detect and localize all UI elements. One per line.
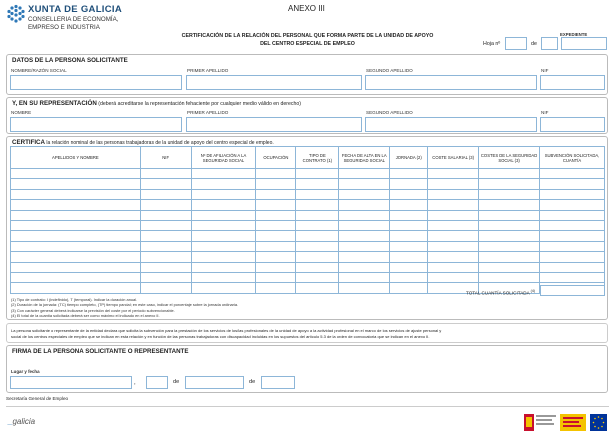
table-cell[interactable] bbox=[390, 283, 428, 293]
table-cell[interactable] bbox=[11, 169, 141, 179]
table-cell[interactable] bbox=[256, 189, 296, 199]
note-2: (2) Duración de la jornada: (TC) tiempo completo, (TP) tiempo parcial; en este caso, indicar el porcentaje sobre la jornada ordinaria. bbox=[11, 302, 239, 308]
place-field[interactable] bbox=[10, 376, 132, 389]
table-cell[interactable] bbox=[479, 169, 540, 179]
table-cell[interactable] bbox=[191, 231, 256, 241]
table-cell[interactable] bbox=[296, 252, 339, 262]
table-cell[interactable] bbox=[11, 283, 141, 293]
col-header-ss-date: FECHA DE ALTA EN LA SEGURIDAD SOCIAL bbox=[339, 147, 390, 169]
certifica-title-rest: la relación nominal de las personas trabajadoras de la unidad de apoyo del centro especial de empleo. bbox=[45, 140, 274, 146]
col-header-ss-number: Nº DE AFILIACIÓN A LA SEGURIDAD SOCIAL bbox=[191, 147, 256, 169]
total-ref: (4) bbox=[530, 289, 535, 293]
table-cell[interactable] bbox=[428, 169, 479, 179]
table-cell[interactable] bbox=[191, 252, 256, 262]
col-header-occupation: OCUPACIÓN bbox=[256, 147, 296, 169]
table-cell[interactable] bbox=[339, 169, 390, 179]
table-cell[interactable] bbox=[428, 252, 479, 262]
table-cell[interactable] bbox=[296, 262, 339, 272]
galicia-logo bbox=[8, 417, 35, 426]
table-cell[interactable] bbox=[11, 231, 141, 241]
table-row bbox=[11, 200, 605, 210]
col-header-schedule: JORNADA (2) bbox=[390, 147, 428, 169]
date-de-label-1: de bbox=[173, 379, 180, 385]
table-cell[interactable] bbox=[540, 200, 605, 210]
table-cell[interactable] bbox=[339, 189, 390, 199]
representative-title bbox=[12, 100, 301, 107]
table-row bbox=[11, 231, 605, 241]
table-cell[interactable] bbox=[540, 231, 605, 241]
xunta-emblem-icon bbox=[6, 4, 26, 24]
table-cell[interactable] bbox=[256, 231, 296, 241]
table-row bbox=[11, 220, 605, 230]
table-cell[interactable] bbox=[540, 262, 605, 272]
table-cell[interactable] bbox=[428, 189, 479, 199]
table-row bbox=[11, 210, 605, 220]
table-cell[interactable] bbox=[11, 272, 141, 282]
table-row bbox=[11, 189, 605, 199]
table-cell[interactable] bbox=[296, 200, 339, 210]
table-cell[interactable] bbox=[140, 241, 191, 251]
hoja-total-field[interactable] bbox=[541, 37, 558, 50]
place-date-label: Lugar y fecha bbox=[11, 369, 40, 374]
note-3: (3) Con carácter general deberá indicarse la previsión del coste por el período subvencionable. bbox=[11, 307, 175, 313]
table-cell[interactable] bbox=[390, 272, 428, 282]
applicant-surname2-label: SEGUNDO APELLIDO bbox=[366, 68, 413, 73]
table-cell[interactable] bbox=[296, 220, 339, 230]
table-cell[interactable] bbox=[140, 231, 191, 241]
table-cell[interactable] bbox=[428, 262, 479, 272]
table-cell[interactable] bbox=[479, 231, 540, 241]
table-cell[interactable] bbox=[191, 210, 256, 220]
table-cell[interactable] bbox=[428, 200, 479, 210]
table-cell[interactable] bbox=[256, 220, 296, 230]
table-cell[interactable] bbox=[428, 210, 479, 220]
table-cell[interactable] bbox=[540, 252, 605, 262]
total-label-text: TOTAL CUANTÍA SOLICITADA bbox=[466, 290, 530, 296]
table-cell[interactable] bbox=[479, 210, 540, 220]
declaration-section bbox=[6, 323, 608, 343]
rep-nif-field[interactable] bbox=[540, 117, 605, 132]
galicia-logo-mark: ​_ bbox=[8, 417, 13, 426]
col-header-subsidy: SUBVENCIÓN SOLICITADA, CUANTÍA bbox=[540, 147, 605, 169]
table-cell[interactable] bbox=[256, 210, 296, 220]
col-header-name: APELLIDOS Y NOMBRE bbox=[11, 147, 141, 169]
table-cell[interactable] bbox=[479, 262, 540, 272]
department-line-1: CONSELLERIA DE ECONOMÍA, bbox=[28, 16, 119, 23]
applicant-surname2-field[interactable] bbox=[365, 75, 537, 90]
table-cell[interactable] bbox=[296, 231, 339, 241]
certifica-title-bold: CERTIFICA bbox=[12, 139, 45, 146]
table-cell[interactable] bbox=[11, 200, 141, 210]
expediente-field[interactable] bbox=[561, 37, 607, 50]
table-cell[interactable] bbox=[11, 220, 141, 230]
table-cell[interactable] bbox=[256, 241, 296, 251]
table-cell[interactable] bbox=[540, 210, 605, 220]
table-cell[interactable] bbox=[390, 231, 428, 241]
table-cell[interactable] bbox=[390, 252, 428, 262]
table-cell[interactable] bbox=[479, 200, 540, 210]
table-cell[interactable] bbox=[191, 169, 256, 179]
table-cell[interactable] bbox=[339, 210, 390, 220]
representative-title-rest: (deberá acreditarse la representación fehaciente por cualquier medio válido en derecho) bbox=[96, 101, 301, 107]
table-cell[interactable] bbox=[296, 179, 339, 189]
applicant-nif-label: NIF bbox=[541, 68, 549, 73]
doc-title-line-2: DEL CENTRO ESPECIAL DE EMPLEO bbox=[260, 41, 355, 47]
rep-name-label: NOMBRE bbox=[11, 110, 32, 115]
table-cell[interactable] bbox=[540, 169, 605, 179]
hoja-number-field[interactable] bbox=[505, 37, 527, 50]
total-amount-field[interactable] bbox=[540, 285, 605, 296]
table-cell[interactable] bbox=[390, 189, 428, 199]
table-cell[interactable] bbox=[191, 179, 256, 189]
table-cell[interactable] bbox=[390, 179, 428, 189]
col-header-ss-costs: COSTES DE LA SEGURIDAD SOCIAL (3) bbox=[479, 147, 540, 169]
col-header-salary: COSTE SALARIAL (3) bbox=[428, 147, 479, 169]
place-comma: , bbox=[134, 380, 136, 386]
table-cell[interactable] bbox=[140, 262, 191, 272]
spain-government-icon bbox=[524, 413, 608, 432]
table-cell[interactable] bbox=[479, 189, 540, 199]
note-1: (1) Tipo de contrato: I (indefinido), T (temporal). Indicar la duración anual. bbox=[11, 297, 138, 302]
table-row bbox=[11, 179, 605, 189]
table-cell[interactable] bbox=[339, 283, 390, 293]
table-cell[interactable] bbox=[296, 283, 339, 293]
table-cell[interactable] bbox=[11, 262, 141, 272]
table-cell[interactable] bbox=[540, 241, 605, 251]
table-row bbox=[11, 169, 605, 179]
table-cell[interactable] bbox=[140, 220, 191, 230]
table-cell[interactable] bbox=[339, 179, 390, 189]
table-cell[interactable] bbox=[428, 272, 479, 282]
table-cell[interactable] bbox=[140, 210, 191, 220]
annex-label: ANEXO III bbox=[288, 4, 325, 13]
table-header-row bbox=[11, 147, 605, 169]
table-cell[interactable] bbox=[339, 220, 390, 230]
table-cell[interactable] bbox=[428, 241, 479, 251]
rep-surname2-field[interactable] bbox=[365, 117, 537, 132]
table-cell[interactable] bbox=[390, 210, 428, 220]
table-cell[interactable] bbox=[339, 231, 390, 241]
declaration-line-2: social de los centros especiales de empleo que se indican en esta relación y en función de las personas trabajadoras con discapacidad incluidas en los supuestos del artículo 5.3 de la orden de convocatoria que se indican en el anexo II. bbox=[11, 334, 430, 339]
brand-name: XUNTA DE GALICIA bbox=[28, 4, 122, 15]
table-cell[interactable] bbox=[479, 272, 540, 282]
table-cell[interactable] bbox=[479, 220, 540, 230]
declaration-line-1: La persona solicitante o representante de la entidad declara que solicita la subvención para la prestación de los servicios de los/las profesionales de la unidad de apoyo a la actividad profesional en el marco de los servicios de ajuste personal y bbox=[11, 328, 442, 333]
table-cell[interactable] bbox=[479, 241, 540, 251]
table-cell[interactable] bbox=[428, 179, 479, 189]
expediente-label: EXPEDIENTE bbox=[560, 32, 588, 37]
rep-surname2-label: SEGUNDO APELLIDO bbox=[366, 110, 413, 115]
table-cell[interactable] bbox=[140, 189, 191, 199]
table-cell[interactable] bbox=[140, 252, 191, 262]
table-row bbox=[11, 272, 605, 282]
table-cell[interactable] bbox=[256, 200, 296, 210]
table-row bbox=[11, 241, 605, 251]
table-cell[interactable] bbox=[339, 252, 390, 262]
table-cell[interactable] bbox=[140, 200, 191, 210]
table-cell[interactable] bbox=[11, 179, 141, 189]
month-field[interactable] bbox=[185, 376, 244, 389]
table-cell[interactable] bbox=[140, 272, 191, 282]
table-row bbox=[11, 262, 605, 272]
office-label: Secretaría General de Empleo bbox=[6, 396, 69, 401]
table-cell[interactable] bbox=[256, 262, 296, 272]
table-cell[interactable] bbox=[390, 200, 428, 210]
department-line-2: EMPRESO E INDUSTRIA bbox=[28, 24, 100, 31]
year-field[interactable] bbox=[261, 376, 295, 389]
table-cell[interactable] bbox=[339, 272, 390, 282]
table-cell[interactable] bbox=[256, 283, 296, 293]
rep-surname1-label: PRIMER APELLIDO bbox=[187, 110, 229, 115]
footer-divider bbox=[6, 406, 609, 407]
table-cell[interactable] bbox=[390, 169, 428, 179]
representative-title-bold: Y, EN SU REPRESENTACIÓN bbox=[12, 100, 97, 107]
applicant-name-label: NOMBRE/RAZÓN SOCIAL bbox=[11, 68, 67, 73]
table-cell[interactable] bbox=[390, 241, 428, 251]
col-header-contract: TIPO DE CONTRATO (1) bbox=[296, 147, 339, 169]
table-cell[interactable] bbox=[479, 252, 540, 262]
table-cell[interactable] bbox=[191, 283, 256, 293]
personnel-table bbox=[10, 146, 605, 294]
rep-surname1-field[interactable] bbox=[186, 117, 362, 132]
table-cell[interactable] bbox=[140, 169, 191, 179]
table-cell[interactable] bbox=[140, 283, 191, 293]
table-cell[interactable] bbox=[256, 169, 296, 179]
table-cell[interactable] bbox=[11, 241, 141, 251]
table-notes bbox=[11, 297, 238, 319]
table-cell[interactable] bbox=[11, 252, 141, 262]
table-cell[interactable] bbox=[390, 262, 428, 272]
table-cell[interactable] bbox=[296, 189, 339, 199]
table-cell[interactable] bbox=[390, 220, 428, 230]
col-header-nif: NIF bbox=[140, 147, 191, 169]
table-cell[interactable] bbox=[339, 200, 390, 210]
table-cell[interactable] bbox=[191, 189, 256, 199]
table-cell[interactable] bbox=[540, 179, 605, 189]
government-logos bbox=[524, 413, 608, 432]
table-cell[interactable] bbox=[191, 272, 256, 282]
table-cell[interactable] bbox=[11, 210, 141, 220]
applicant-nif-field[interactable] bbox=[540, 75, 605, 90]
table-cell[interactable] bbox=[296, 169, 339, 179]
rep-nif-label: NIF bbox=[541, 110, 549, 115]
signature-title: FIRMA DE LA PERSONA SOLICITANTE O REPRESENTANTE bbox=[12, 348, 189, 355]
certifica-title bbox=[12, 139, 274, 146]
table-cell[interactable] bbox=[191, 262, 256, 272]
table-cell[interactable] bbox=[296, 210, 339, 220]
hoja-label: Hoja nº bbox=[483, 41, 501, 47]
xunta-logo bbox=[6, 4, 26, 29]
table-cell[interactable] bbox=[540, 189, 605, 199]
table-cell[interactable] bbox=[191, 241, 256, 251]
table-cell[interactable] bbox=[428, 231, 479, 241]
applicant-surname1-field[interactable] bbox=[186, 75, 362, 90]
table-cell[interactable] bbox=[540, 220, 605, 230]
table-cell[interactable] bbox=[191, 200, 256, 210]
date-de-label-2: de bbox=[249, 379, 256, 385]
rep-name-field[interactable] bbox=[10, 117, 182, 132]
table-cell[interactable] bbox=[540, 272, 605, 282]
table-cell[interactable] bbox=[140, 179, 191, 189]
table-cell[interactable] bbox=[11, 189, 141, 199]
table-cell[interactable] bbox=[256, 179, 296, 189]
galicia-logo-text: galicia bbox=[12, 417, 36, 426]
note-4: (4) El total de la cuantía solicitada deberá ser como máximo el indicado en el anexo II. bbox=[11, 313, 160, 319]
applicant-name-field[interactable] bbox=[10, 75, 182, 90]
doc-title-line-1: CERTIFICACIÓN DE LA RELACIÓN DEL PERSONAL QUE FORMA PARTE DE LA UNIDAD DE APOYO bbox=[181, 33, 434, 39]
table-cell[interactable] bbox=[256, 252, 296, 262]
table-cell[interactable] bbox=[296, 241, 339, 251]
table-cell[interactable] bbox=[296, 272, 339, 282]
table-cell[interactable] bbox=[256, 272, 296, 282]
table-cell[interactable] bbox=[479, 179, 540, 189]
day-field[interactable] bbox=[146, 376, 168, 389]
table-cell[interactable] bbox=[428, 220, 479, 230]
table-cell[interactable] bbox=[191, 220, 256, 230]
applicant-surname1-label: PRIMER APELLIDO bbox=[187, 68, 229, 73]
table-row bbox=[11, 252, 605, 262]
applicant-title: DATOS DE LA PERSONA SOLICITANTE bbox=[12, 57, 128, 64]
table-cell[interactable] bbox=[339, 262, 390, 272]
hoja-de-label: de bbox=[531, 41, 537, 47]
total-label bbox=[466, 289, 535, 296]
table-cell[interactable] bbox=[339, 241, 390, 251]
